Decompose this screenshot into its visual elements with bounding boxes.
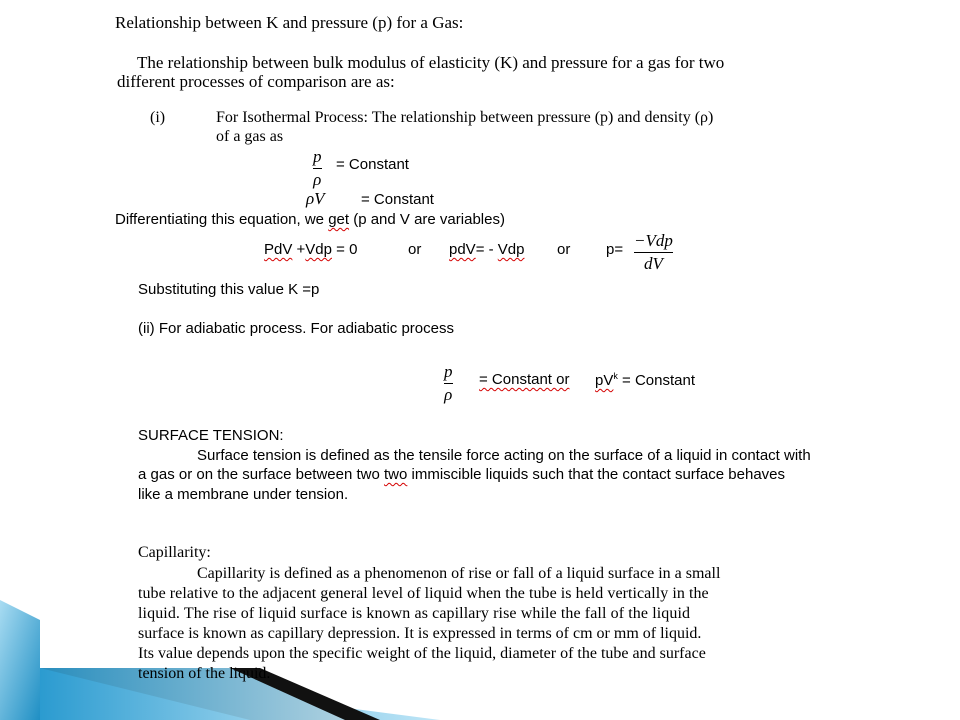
fraction-bar [313,168,322,169]
eq1-rhs: = Constant [336,156,409,173]
differentiating-line [115,211,505,228]
adiabatic-line: (ii) For adiabatic process. For adiabatic process [138,320,454,337]
capillarity-line-3: liquid. The rise of liquid surface is known as capillary rise while the fall of the liquid [138,605,691,622]
capillarity-line-1: Capillarity is defined as a phenomenon of rise or fall of a liquid surface in a small [197,565,721,582]
eq3-eq-minus: = - [475,241,498,258]
capillarity-line-6: tension of the liquid. [138,665,271,682]
eq3-denominator: dV [643,254,663,273]
capillarity-heading: Capillarity: [138,544,211,561]
eq3-fraction [634,232,673,273]
surface-tension-text-a: a gas or on the surface between two [138,466,384,483]
eq3-part-1 [264,241,357,258]
eq3-vdp: Vdp [305,241,332,258]
eq4-numerator: p [444,362,453,381]
eq1-denominator: ρ [313,170,322,189]
intro-line-2: different processes of comparison are as: [117,72,395,91]
capillarity-line-2: tube relative to the adjacent general level of liquid when the tube is held vertically in the [138,585,709,602]
list-marker-i: (i) [150,109,166,126]
eq3-p-equals: p= [606,241,624,258]
eq3-pdv-lower: pdV [449,241,476,258]
capillarity-line-5: Its value depends upon the specific weight of the liquid, diameter of the tube and surface [138,645,706,662]
eq4-constant: = Constant [617,372,695,389]
surface-tension-line-2 [138,466,785,483]
eq1-numerator: p [313,147,322,166]
eq3-part-2 [449,241,525,258]
eq4-rhs [595,371,695,389]
eq2-rhs: = Constant [361,191,434,208]
substituting-line: Substituting this value K =p [138,281,320,298]
intro-line-1: The relationship between bulk modulus of elasticity (K) and pressure for a gas for two [137,53,725,72]
eq3-eq-zero: = 0 [332,241,358,258]
eq2-lhs: ρV [306,189,325,208]
eq3-vdp-2: Vdp [497,241,525,258]
eq4-superscript: k [613,371,618,381]
eq4-pv: pV [595,372,614,389]
eq3-numerator: −Vdp [634,231,673,250]
section-heading-k-pressure: Relationship between K and pressure (p) for a Gas: [115,13,464,32]
differentiating-text-c: (p and V are variables) [349,211,505,228]
eq4-constant-or [479,371,569,388]
differentiating-text-get: get [328,211,350,228]
surface-tension-heading: SURFACE TENSION: [138,427,284,444]
capillarity-line-4: surface is known as capillary depression. It is expressed in terms of cm or mm of liquid. [138,625,702,642]
surface-tension-line-3: like a membrane under tension. [138,486,349,503]
fraction-bar [444,383,453,384]
eq3-plus: + [292,241,306,258]
eq1-fraction [313,148,322,189]
isothermal-line-2: of a gas as [216,128,284,145]
eq4-fraction [444,363,453,404]
fraction-bar [634,252,673,253]
surface-tension-text-c: immiscible liquids such that the contact surface behaves [407,466,786,483]
eq3-or-2: or [557,241,571,258]
eq3-pdv: PdV [264,241,293,258]
eq4-constant-text: = Constant or [479,371,570,388]
surface-tension-line-1: Surface tension is defined as the tensile force acting on the surface of a liquid in contact with [197,447,811,464]
surface-tension-repeated-word: two [383,466,408,483]
eq3-or-1: or [408,241,422,258]
isothermal-line-1: For Isothermal Process: The relationship between pressure (p) and density (ρ) [216,109,714,126]
eq4-denominator: ρ [444,385,453,404]
differentiating-text-a: Differentiating this equation, we [115,211,329,228]
